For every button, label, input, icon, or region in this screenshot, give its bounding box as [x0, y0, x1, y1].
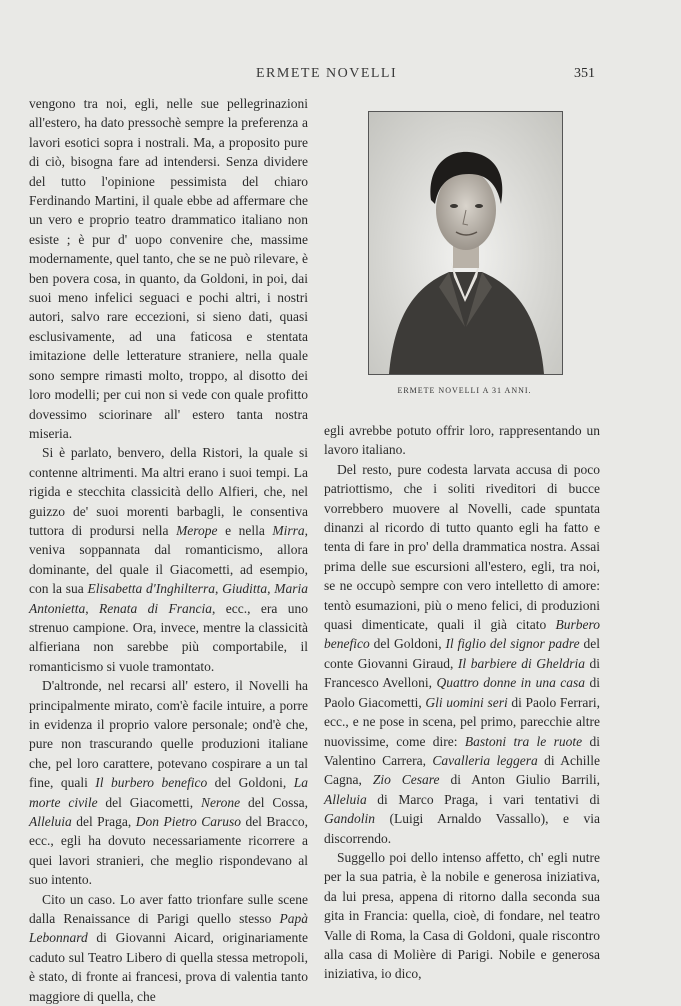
text-run: (Luigi Arnaldo Vassallo), e via discorrendo. — [324, 811, 600, 846]
running-header — [0, 66, 681, 86]
paragraph — [324, 460, 600, 848]
running-title: ERMETE NOVELLI — [256, 66, 398, 81]
text-run: e nella — [217, 522, 273, 538]
work-title: Burbero benefico — [324, 617, 600, 652]
text-run: , veniva soppannata dal romanticismo, allora dominante, del quale il Giacometti, ad esempio, con la sua — [29, 522, 308, 597]
page-number: 351 — [574, 66, 595, 81]
text-run: di Paolo Ferrari, ecc., e ne pose in scena, pel primo, parecchie altre nuovissime, come dire: — [324, 694, 600, 749]
text-run: del Cossa, — [240, 794, 308, 810]
text-run: egli avrebbe potuto offrir loro, rappresentando un lavoro italiano. — [324, 423, 600, 458]
text-run: Del resto, pure codesta larvata accusa di poco patriottismo, che i soliti riveditori di bucce vorrebbero muovere al Novelli, cade spuntata dinanzi al ricordo di tutto quanto egli ha fatto e tenta di fare in pro' della drammatica nostra. Assai prima delle sue escursioni all'estero, egli, tra noi, se ne occupò sempre con vero intelletto di amore: tentò esumazioni, più o meno felici, di produzioni quasi dimenticate, quali il già citato — [324, 461, 600, 633]
text-run: , — [214, 581, 223, 597]
text-run: del Goldoni, — [369, 636, 446, 652]
text-run: di Valentino Carrera, — [324, 733, 600, 768]
portrait-illustration — [369, 112, 562, 374]
work-title: Don Pietro Caruso — [135, 814, 241, 830]
work-title: Giuditta — [222, 581, 268, 597]
work-title: Alleluia — [29, 814, 72, 830]
work-title: Alleluia — [324, 791, 367, 807]
work-title: Gandolin — [324, 811, 376, 827]
left-column — [29, 94, 308, 1006]
text-run: del Praga, — [71, 814, 136, 830]
work-title: Papà Lebonnard — [29, 911, 308, 946]
text-run: di Achille Cagna, — [324, 752, 600, 788]
text-run: di Marco Praga, i vari tentativi di — [366, 791, 600, 807]
text-run: vengono tra noi, egli, nelle sue pellegrinazioni all'estero, ha dato pressochè sempre la preferenza a lavori esotici sopra i nostrali. Ma, a proposito pure di ciò, bisogna fare ad intendersi. Senza dividere del tutto l'opinione pessimista del chiaro Ferdinando Martini, il quale ebbe ad affermare che un vero e proprio teatro drammatico italiano non esiste ; è pur d' uopo convenire che, massime modernamente, quel tanto, che se ne può rilevare, è ben povera cosa, in quanto, da Goldoni, in poi, dai suoi meno infelici seguaci e pochi altri, i nostri autori, salvo rare eccezioni, si sieno dati, quasi esclusivamente, ad una faticosa e stentata imitazione delle letterature straniere, nella quale sono sempre rimasti molto, troppo, al disotto dei loro modelli; per cui non si vede con quale profitto dovessimo sciorinare all' estero tanta nostra miseria. — [29, 96, 308, 441]
work-title: La morte civile — [29, 775, 308, 810]
paragraph — [324, 848, 600, 984]
text-run: , — [267, 581, 275, 597]
text-run: del Bracco, ecc., egli ha dovuto necessariamente ricorrere a quei lavori stranieri, che meglio rispondevano al suo intento. — [29, 814, 308, 888]
paragraph — [29, 890, 308, 1006]
work-title: Il burbero benefico — [95, 775, 208, 791]
text-run: di Anton Giulio Barrili, — [439, 772, 600, 788]
paragraph — [29, 94, 308, 443]
work-title: Il barbiere di Gheldria — [457, 655, 585, 671]
work-title: Merope — [176, 522, 218, 538]
paragraph — [29, 443, 308, 676]
work-title: Cavalleria leggera — [432, 752, 538, 768]
right-column — [324, 421, 600, 984]
text-run: , — [85, 600, 100, 616]
text-run: , ecc., era uno strenuo campione. Ora, invece, mentre la classicità alfieriana non sarebbe più comportabile, il romanticismo si vuole tramontato. — [29, 600, 308, 674]
paragraph — [29, 676, 308, 889]
work-title: Quattro donne in una casa — [436, 675, 586, 691]
paragraph — [324, 421, 600, 460]
work-title: Zio Cesare — [372, 772, 440, 788]
work-title: Maria Antonietta — [29, 581, 309, 616]
text-run: del conte Giovanni Giraud, — [324, 636, 600, 671]
work-title: Gli uomini seri — [425, 694, 508, 710]
text-run: D'altronde, nel recarsi all' estero, il Novelli ha principalmente mirato, com'è facile intuire, a porre in evidenza il proprio valore personale; ond'è che, pure non trascurando quelle produzioni italiane che, pel loro carattere, potevano cospirare a un tal fine, quali — [29, 678, 308, 791]
text-run: di Francesco Avelloni, — [324, 655, 601, 691]
text-run: del Goldoni, — [207, 775, 294, 791]
text-run: di Giovanni Aicard, originariamente caduto sul Teatro Libero di quella stessa metropoli, è stato, di fronte ai francesi, prova di valentia tanto maggiore di quella, che — [29, 930, 308, 1004]
text-run: di Paolo Giacometti, — [324, 675, 600, 710]
work-title: Mirra — [272, 522, 305, 538]
text-run: del Giacometti, — [97, 794, 201, 810]
work-title: Bastoni tra le ruote — [464, 733, 583, 749]
portrait-photo — [368, 111, 563, 375]
text-run: Si è parlato, benvero, della Ristori, la quale si contenne altrimenti. Ma altri erano i suoi tempi. La rigida e stecchita classicità dello Alfieri, che, nel guizzo de' suoi morenti barbagli, le consentiva tuttora di prodursi nella — [29, 445, 308, 538]
figure-caption: ERMETE NOVELLI A 31 ANNI. — [397, 386, 532, 395]
text-run: Suggello poi dello intenso affetto, ch' egli nutre per la sua patria, è la nobile e generosa iniziativa, da lui presa, appena di ritorno dalla seconda sua gita in Francia: quella, cioè, di fondare, nel teatro Valle di Roma, la Casa di Goldoni, quale riscontro alla casa di Molière di Parigi. Nobile e generosa iniziativa, io dico, — [324, 849, 600, 982]
text-run: Cito un caso. Lo aver fatto trionfare sulle scene dalla Renaissance di Parigi quello stesso — [29, 891, 308, 927]
work-title: Renata di Francia — [99, 600, 213, 616]
work-title: Il figlio del signor padre — [445, 636, 580, 652]
work-title: Nerone — [200, 794, 241, 810]
work-title: Elisabetta d'Inghilterra — [87, 581, 215, 597]
